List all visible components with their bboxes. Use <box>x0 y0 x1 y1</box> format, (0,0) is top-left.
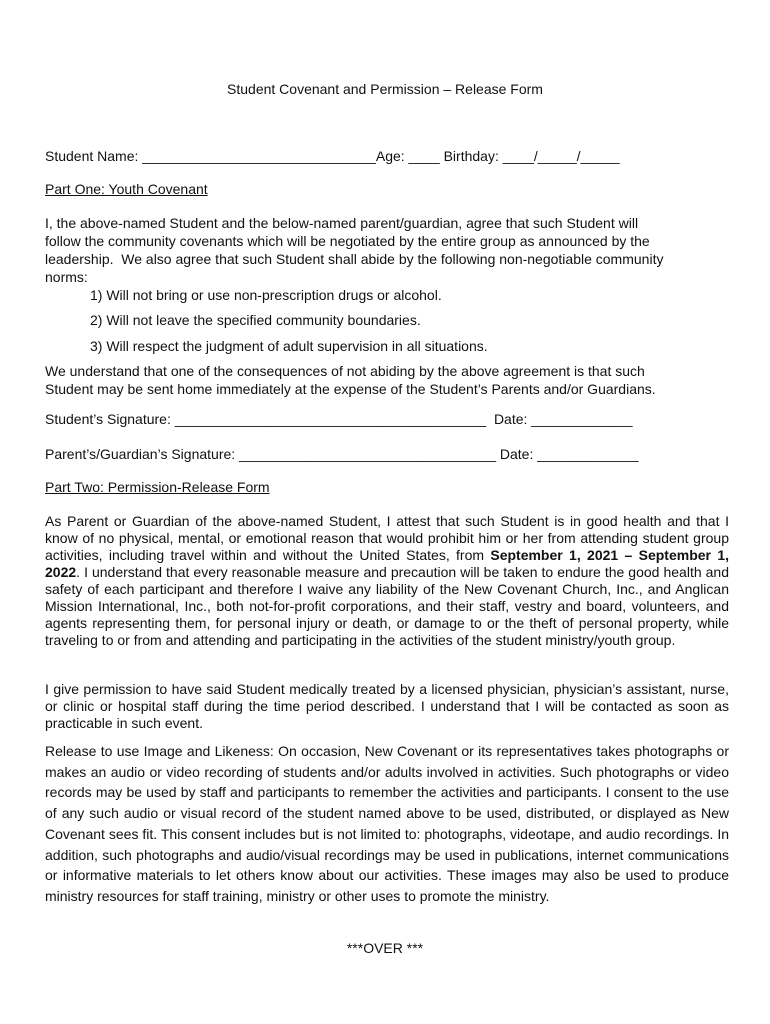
image-release-paragraph: Release to use Image and Likeness: On occasion, New Covenant or its representatives takes photographs or makes an audio or video recording of students and/or adults involved in activities. Such photographs or video records may be used by staff and participants to remember the activities and participants. I consent to the use of any such audio or visual record of the student named above to be used, distributed, or displayed as New Covenant sees fit. This consent includes but is not limited to: photographs, videotape, and audio recordings. In addition, such photographs and audio/visual recordings may be used in publications, internet communications or informative materials to let others know about our activities. These images may also be used to produce ministry resources for staff training, ministry or other uses to promote the ministry. <box>45 743 729 904</box>
over-footer: ***OVER *** <box>346 940 424 956</box>
date-range: September 1, 2021 – September 1, 2022 <box>45 547 729 580</box>
covenant-intro-line-2: follow the community covenants which will be negotiated by the entire group as announced by the <box>45 233 650 249</box>
norm-item: 3) Will respect the judgment of adult supervision in all situations. <box>90 338 488 354</box>
student-signature-line: Student’s Signature: ________________________________________ Date: _____________ <box>45 411 633 427</box>
norm-item: 1) Will not bring or use non-prescription drugs or alcohol. <box>90 287 442 303</box>
medical-paragraph: I give permission to have said Student medically treated by a licensed physician, physician’s assistant, nurse, or clinic or hospital staff during the time period described. I understand that I will be contacted as soon as practicable in such event. <box>45 681 729 731</box>
permission-text-start: As Parent or Guardian of the above-named Student, I attest that such Student is in good health and that I know of no physical, mental, or emotional reason that would prohibit him or her from attending student group activities, including travel within and without the United States, from <box>45 513 729 563</box>
covenant-intro-line-3: leadership. We also agree that such Student shall abide by the following non-negotiable community <box>45 251 664 267</box>
covenant-intro-line-4: norms: <box>45 269 88 285</box>
consequence-line-2: Student may be sent home immediately at the expense of the Student’s Parents and/or Guardians. <box>45 381 656 397</box>
permission-text-end: . I understand that every reasonable measure and precaution will be taken to endure the good health and safety of each participant and therefore I waive any liability of the New Covenant Church, Inc., and Anglican Mission International, Inc., both not-for-profit corporations, and their staff, vestry and board, volunteers, and agents representing them, for personal injury or death, or damage to or the theft of personal property, while traveling to or from and attending and participating in the activities of the student ministry/youth group. <box>45 564 729 648</box>
consequence-line-1: We understand that one of the consequences of not abiding by the above agreement is that such <box>45 363 645 379</box>
part-one-heading: Part One: Youth Covenant <box>45 181 208 197</box>
permission-paragraph <box>45 513 729 649</box>
page-title: Student Covenant and Permission – Release Form <box>227 81 543 97</box>
parent-signature-line: Parent’s/Guardian’s Signature: _________________________________ Date: _____________ <box>45 446 639 462</box>
covenant-intro-line-1: I, the above-named Student and the below-named parent/guardian, agree that such Student will <box>45 215 639 231</box>
student-info-line: Student Name: ______________________________Age: ____ Birthday: ____/_____/_____ <box>45 148 620 164</box>
norm-item: 2) Will not leave the specified community boundaries. <box>90 312 421 328</box>
part-two-heading: Part Two: Permission-Release Form <box>45 479 270 495</box>
